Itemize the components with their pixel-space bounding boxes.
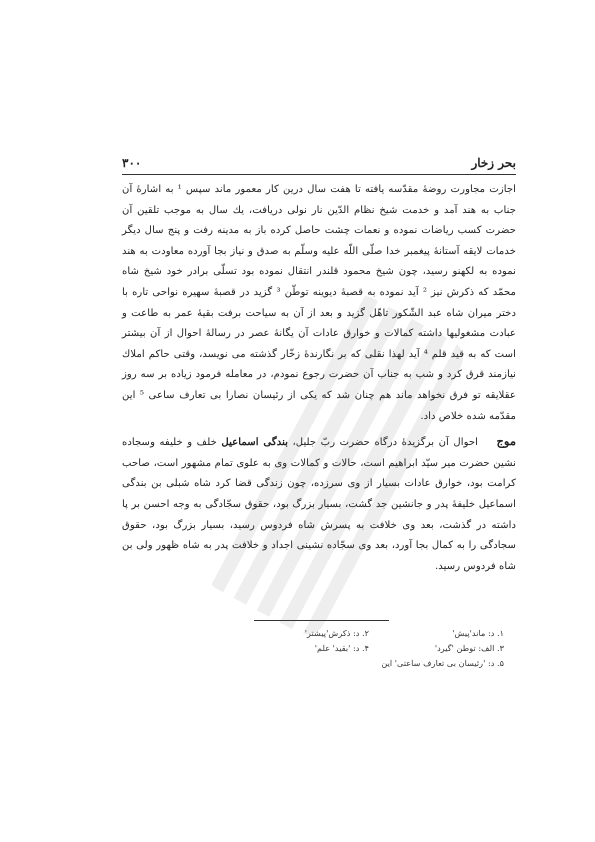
footnote-4: ۴. د: 'بقید' علم' — [314, 643, 369, 653]
footnote-5: ۵. د: 'رئیسان بی تعارف ساعتی' این — [381, 658, 504, 668]
page-header — [122, 152, 516, 170]
paragraph-1: اجازت مجاورت روضهٔ مقدّسه یافته تا هفت سال درین کار معمور ماند سپس ¹ به اشارهٔ آن جناب به هند آمد و خدمت شیخ نظام الدّین نار نولی دریافت، یك سال به موجب تلقین آن حضرت کسب ریاضات نموده و نعمات چشت حاصل کرده باز به مدینه رفت و پنج سال دیگر خدمات لایقه آستانهٔ پیغمبر خدا صلّی اللّه علیه وسلّم به صدق و نیاز بجا آورده معاودت به هند نموده به لکهنو رسید، چون شیخ محمود قلندر انتقال نموده بود تسلّی برادر خود شیخ شاه محمّد که ذکرش نیز ² آید نموده به قصبهٔ دیوینه توطّن ³ گزید در قصبهٔ سهیره نواحی تاره با دختر میران شاه عبد الشّکور تاهّل گزید و بعد از آن به سیاحت برفت بقیهٔ عمر به طاعت و عبادت مشغولیها داشته کمالات و خوارق عادات آن یگانهٔ عصر در رسالهٔ احوال از آن بیشتر است که به قید قلم ⁴ آید لهذا نقلی که بر نگارندهٔ زخّار گذشته می نویسد، وقتی حاکم املاك نیازمند قرق کرد و شب به جناب آن حضرت رجوع نمودم، در معامله فرمود زیاده بر سه روز عقلایقه تو فرق نخواهد ماند هم چنان شد که یکی از رئیسان نصارا بی تعارف ساعی ⁵ این مقدّمه شده خلاص داد. — [122, 184, 516, 422]
paragraph-2-lead: احوال آن برگزیدهٔ درگاه حضرت ربّ جلیل، — [292, 437, 478, 449]
footnote-3: ۳. الف: توطن 'گیرد' — [434, 643, 504, 653]
page-number: ۳۰۰ — [122, 156, 142, 170]
footnotes — [254, 628, 504, 668]
running-title: بحر زخار — [471, 156, 516, 170]
paragraph-2 — [122, 431, 516, 577]
footnote-rule — [254, 620, 389, 621]
paragraph-2-rest: خلف و خلیفه وسجاده نشین حضرت میر سیّد ابراهیم است، حالات و کمالات وی به علوی تمام مشهور است، صاحب کرامت بود، خوارق عادات بسیار از وی سرزده، چون زندگی قضا کرد شاه شبلی بن بندگی اسماعیل خلیفهٔ پدر و جانشین جد گشت، بسیار بزرگ بود، حقوق سجّادگی به وجه احسن بر پا داشته در گذشت، بعد وی خلافت به پسرش شاه فردوس رسید، بسیار بزرگ بود، حقوق سجادگی را به کمال بجا آورد، بعد وی سجّاده نشینی اجداد و خلافت پدر به شاه ظهور ولی بن شاه فردوس رسید. — [122, 437, 516, 572]
footnote-1: ۱. د: ماند'پیش' — [452, 628, 504, 638]
paragraph-2-bold-name: بندگی اسماعیل — [221, 436, 288, 449]
body-text — [122, 180, 516, 577]
header-rule — [122, 174, 516, 175]
section-heading: موج — [496, 434, 516, 449]
footnote-2: ۲. د: ذکرش'پیشتر' — [304, 628, 369, 638]
